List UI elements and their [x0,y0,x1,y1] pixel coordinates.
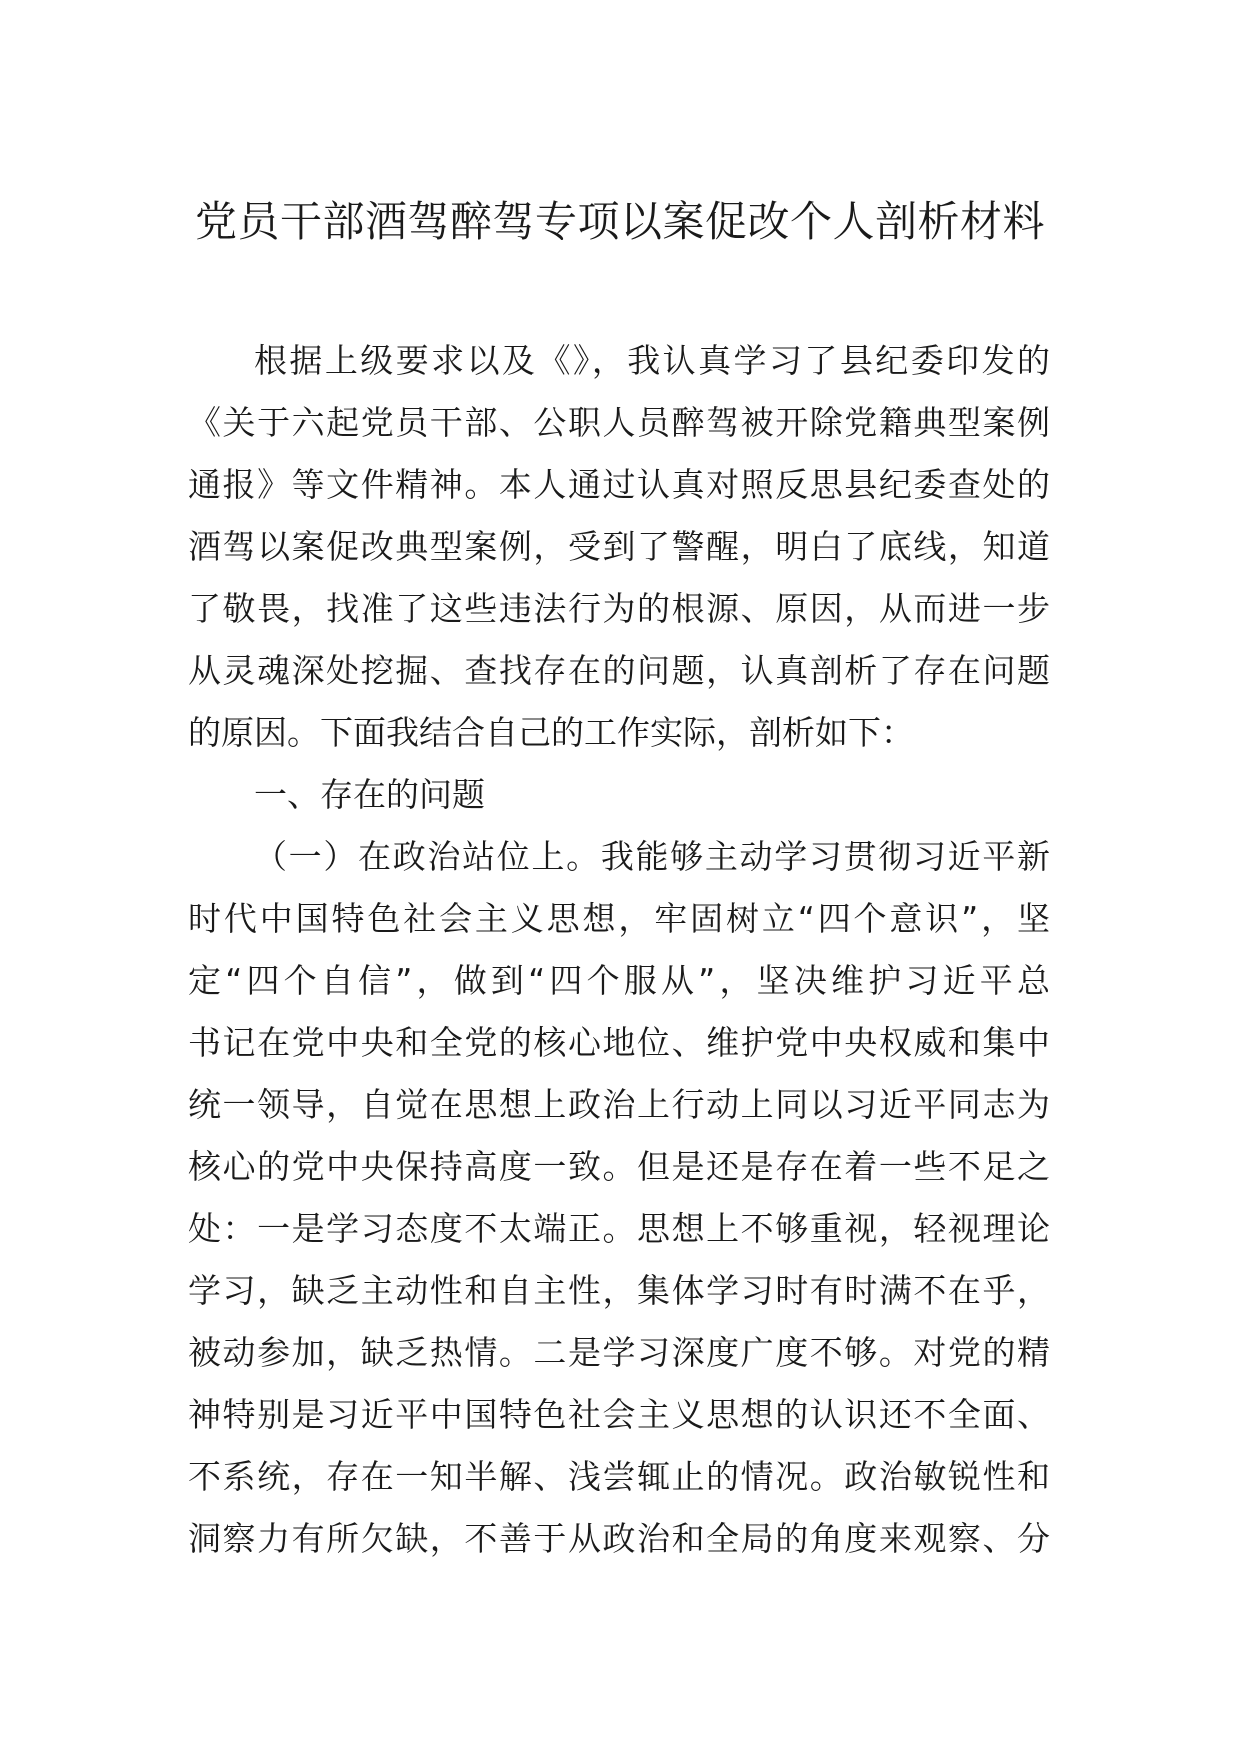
body-line: 处：一是学习态度不太端正。思想上不够重视，轻视理论 [188,1209,1050,1248]
body-line: 定“四个自信”，做到“四个服从”，坚决维护习近平总 [188,961,1050,1000]
body-line: 一、存在的问题 [254,775,485,814]
body-line: 根据上级要求以及《》，我认真学习了县纪委印发的 [254,341,1050,380]
document-body [188,330,1050,1570]
body-line: 学习，缺乏主动性和自主性，集体学习时有时满不在乎， [188,1271,1050,1310]
body-line: 不系统，存在一知半解、浅尝辄止的情况。政治敏锐性和 [188,1457,1050,1496]
body-line: （一）在政治站位上。我能够主动学习贯彻习近平新 [254,837,1050,876]
body-line: 通报》等文件精神。本人通过认真对照反思县纪委查处的 [188,465,1050,504]
body-line: 从灵魂深处挖掘、查找存在的问题，认真剖析了存在问题 [188,651,1050,690]
body-line: 洞察力有所欠缺，不善于从政治和全局的角度来观察、分 [188,1519,1050,1558]
body-line: 神特别是习近平中国特色社会主义思想的认识还不全面、 [188,1395,1050,1434]
body-line: 被动参加，缺乏热情。二是学习深度广度不够。对党的精 [188,1333,1050,1372]
body-line: 统一领导，自觉在思想上政治上行动上同以习近平同志为 [188,1085,1050,1124]
body-line: 时代中国特色社会主义思想，牢固树立“四个意识”，坚 [188,899,1050,938]
body-line: 酒驾以案促改典型案例，受到了警醒，明白了底线，知道 [188,527,1050,566]
body-line: 核心的党中央保持高度一致。但是还是存在着一些不足之 [188,1147,1050,1186]
body-line: 的原因。下面我结合自己的工作实际，剖析如下： [188,713,914,752]
body-line: 了敬畏，找准了这些违法行为的根源、原因，从而进一步 [188,589,1050,628]
body-line: 《关于六起党员干部、公职人员醉驾被开除党籍典型案例 [188,403,1050,442]
document-title: 党员干部酒驾醉驾专项以案促改个人剖析材料 [194,197,1045,246]
body-line: 书记在党中央和全党的核心地位、维护党中央权威和集中 [188,1023,1050,1062]
